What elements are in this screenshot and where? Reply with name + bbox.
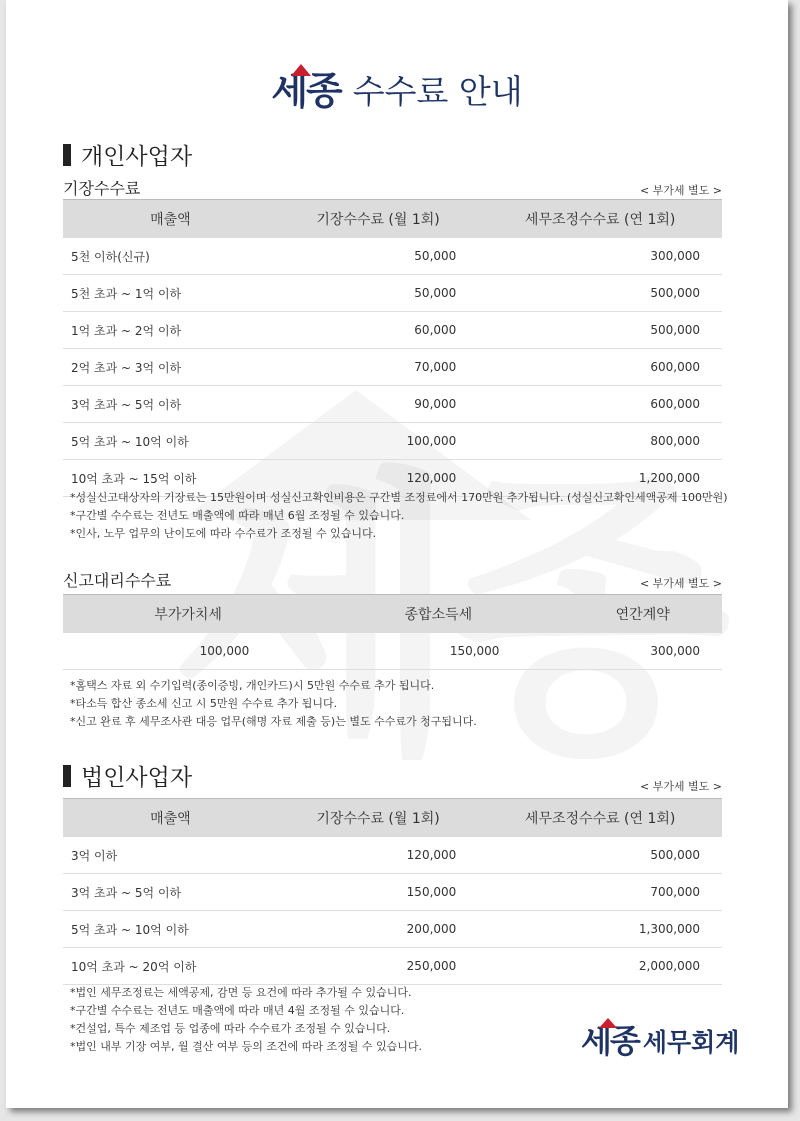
table-cell: 10억 초과 ~ 15억 이하	[63, 460, 278, 497]
section-marker	[63, 144, 71, 166]
note-line: *구간별 수수료는 전년도 매출액에 따라 매년 6월 조정될 수 있습니다.	[70, 509, 405, 522]
section-corporate-title: 법인사업자	[81, 765, 193, 791]
table-cell: 60,000	[278, 312, 478, 349]
table-row	[63, 948, 722, 985]
section-corporate	[63, 759, 192, 792]
note-line: *법인 세무조정료는 세액공제, 감면 등 요건에 따라 추가될 수 있습니다.	[70, 986, 412, 999]
table-row	[63, 349, 722, 386]
table-cell: 200,000	[278, 911, 478, 948]
brand-logo-text: 세종	[271, 69, 341, 113]
table-cell: 500,000	[478, 275, 722, 312]
table-row	[63, 386, 722, 423]
table-cell: 1억 초과 ~ 2억 이하	[63, 312, 278, 349]
table-cell: 120,000	[278, 837, 478, 874]
table-header-row	[63, 595, 722, 634]
table-cell: 5천 이하(신규)	[63, 238, 278, 275]
vat-note: < 부가세 별도 >	[639, 184, 722, 197]
column-header: 연간계약	[563, 595, 722, 634]
table-header-row	[63, 200, 722, 239]
table-cell: 50,000	[278, 238, 478, 275]
table-cell: 2,000,000	[478, 948, 722, 985]
column-header: 세무조정수수료 (연 1회)	[478, 799, 722, 838]
section-individual-title: 개인사업자	[81, 144, 193, 170]
table-header-row	[63, 799, 722, 838]
table-cell: 1,200,000	[478, 460, 722, 497]
table-cell: 50,000	[278, 275, 478, 312]
filing-fee-table	[63, 594, 722, 670]
table-cell: 120,000	[278, 460, 478, 497]
table-row	[63, 275, 722, 312]
note-line: *홈택스 자료 외 수기입력(종이증빙, 개인카드)시 5만원 수수료 추가 됩니다.	[70, 679, 435, 692]
table-cell: 1,300,000	[478, 911, 722, 948]
table-row	[63, 911, 722, 948]
column-header: 기장수수료 (월 1회)	[278, 799, 478, 838]
table-cell: 10억 초과 ~ 20억 이하	[63, 948, 278, 985]
note-line: *건설업, 특수 제조업 등 업종에 따라 수수료가 조정될 수 있습니다.	[70, 1022, 391, 1035]
table-cell: 5억 초과 ~ 10억 이하	[63, 423, 278, 460]
section-marker	[63, 765, 71, 787]
note-line: *구간별 수수료는 전년도 매출액에 따라 매년 4월 조정될 수 있습니다.	[70, 1004, 405, 1017]
document-page	[6, 0, 788, 1108]
note-line: *신고 완료 후 세무조사관 대응 업무(해명 자료 제출 등)는 별도 수수료가 청구됩니다.	[70, 715, 477, 728]
footer-brand-mark	[581, 1022, 639, 1060]
vat-note: < 부가세 별도 >	[639, 780, 722, 793]
table-row	[63, 633, 722, 670]
table-row	[63, 238, 722, 275]
roof-icon	[599, 1018, 617, 1028]
table-cell: 100,000	[63, 633, 313, 670]
column-header: 기장수수료 (월 1회)	[278, 200, 478, 239]
table-cell: 500,000	[478, 312, 722, 349]
note-line: *타소득 합산 종소세 신고 시 5만원 수수료 추가 됩니다.	[70, 697, 338, 710]
table-row	[63, 312, 722, 349]
table-cell: 800,000	[478, 423, 722, 460]
column-header: 매출액	[63, 200, 278, 239]
note-line: *성실신고대상자의 기장료는 15만원이며 성실신고확인비용은 구간별 조정료에서 170만원 추가됩니다. (성실신고확인세액공제 100만원)	[70, 491, 728, 504]
table-cell: 600,000	[478, 349, 722, 386]
table-cell: 300,000	[478, 238, 722, 275]
table-cell: 500,000	[478, 837, 722, 874]
table-cell: 70,000	[278, 349, 478, 386]
table-cell: 3억 이하	[63, 837, 278, 874]
corporate-fee-table	[63, 798, 722, 985]
vat-note: < 부가세 별도 >	[639, 577, 722, 590]
column-header: 매출액	[63, 799, 278, 838]
table-cell: 100,000	[278, 423, 478, 460]
bookkeeping-fee-title: 기장수수료	[63, 179, 141, 198]
filing-notes	[70, 677, 477, 731]
footer-brand-text: 세종	[581, 1022, 639, 1060]
page-title-text: 수수료 안내	[352, 72, 523, 111]
bookkeeping-fee-table	[63, 199, 722, 497]
footer-logo	[581, 1022, 740, 1060]
table-cell: 600,000	[478, 386, 722, 423]
brand-logo	[271, 69, 341, 113]
column-header: 종합소득세	[313, 595, 563, 634]
table-row	[63, 874, 722, 911]
page-title	[6, 40, 788, 113]
note-line: *인사, 노무 업무의 난이도에 따라 수수료가 조정될 수 있습니다.	[70, 527, 377, 540]
roof-icon	[291, 64, 311, 76]
bookkeeping-notes	[70, 489, 728, 543]
filing-fee-title: 신고대리수수료	[63, 571, 172, 590]
table-cell: 90,000	[278, 386, 478, 423]
table-cell: 2억 초과 ~ 3억 이하	[63, 349, 278, 386]
table-cell: 250,000	[278, 948, 478, 985]
note-line: *법인 내부 기장 여부, 월 결산 여부 등의 조건에 따라 조정될 수 있습니다.	[70, 1040, 422, 1053]
table-cell: 300,000	[563, 633, 722, 670]
column-header: 세무조정수수료 (연 1회)	[478, 200, 722, 239]
footer-company-name: 세무회계	[642, 1028, 740, 1057]
table-cell: 150,000	[278, 874, 478, 911]
table-cell: 5억 초과 ~ 10억 이하	[63, 911, 278, 948]
corporate-notes	[70, 984, 422, 1056]
column-header: 부가가치세	[63, 595, 313, 634]
section-individual	[63, 138, 192, 171]
table-cell: 3억 초과 ~ 5억 이하	[63, 874, 278, 911]
table-row	[63, 837, 722, 874]
table-cell: 700,000	[478, 874, 722, 911]
table-cell: 5천 초과 ~ 1억 이하	[63, 275, 278, 312]
table-row	[63, 423, 722, 460]
table-cell: 3억 초과 ~ 5억 이하	[63, 386, 278, 423]
table-cell: 150,000	[313, 633, 563, 670]
